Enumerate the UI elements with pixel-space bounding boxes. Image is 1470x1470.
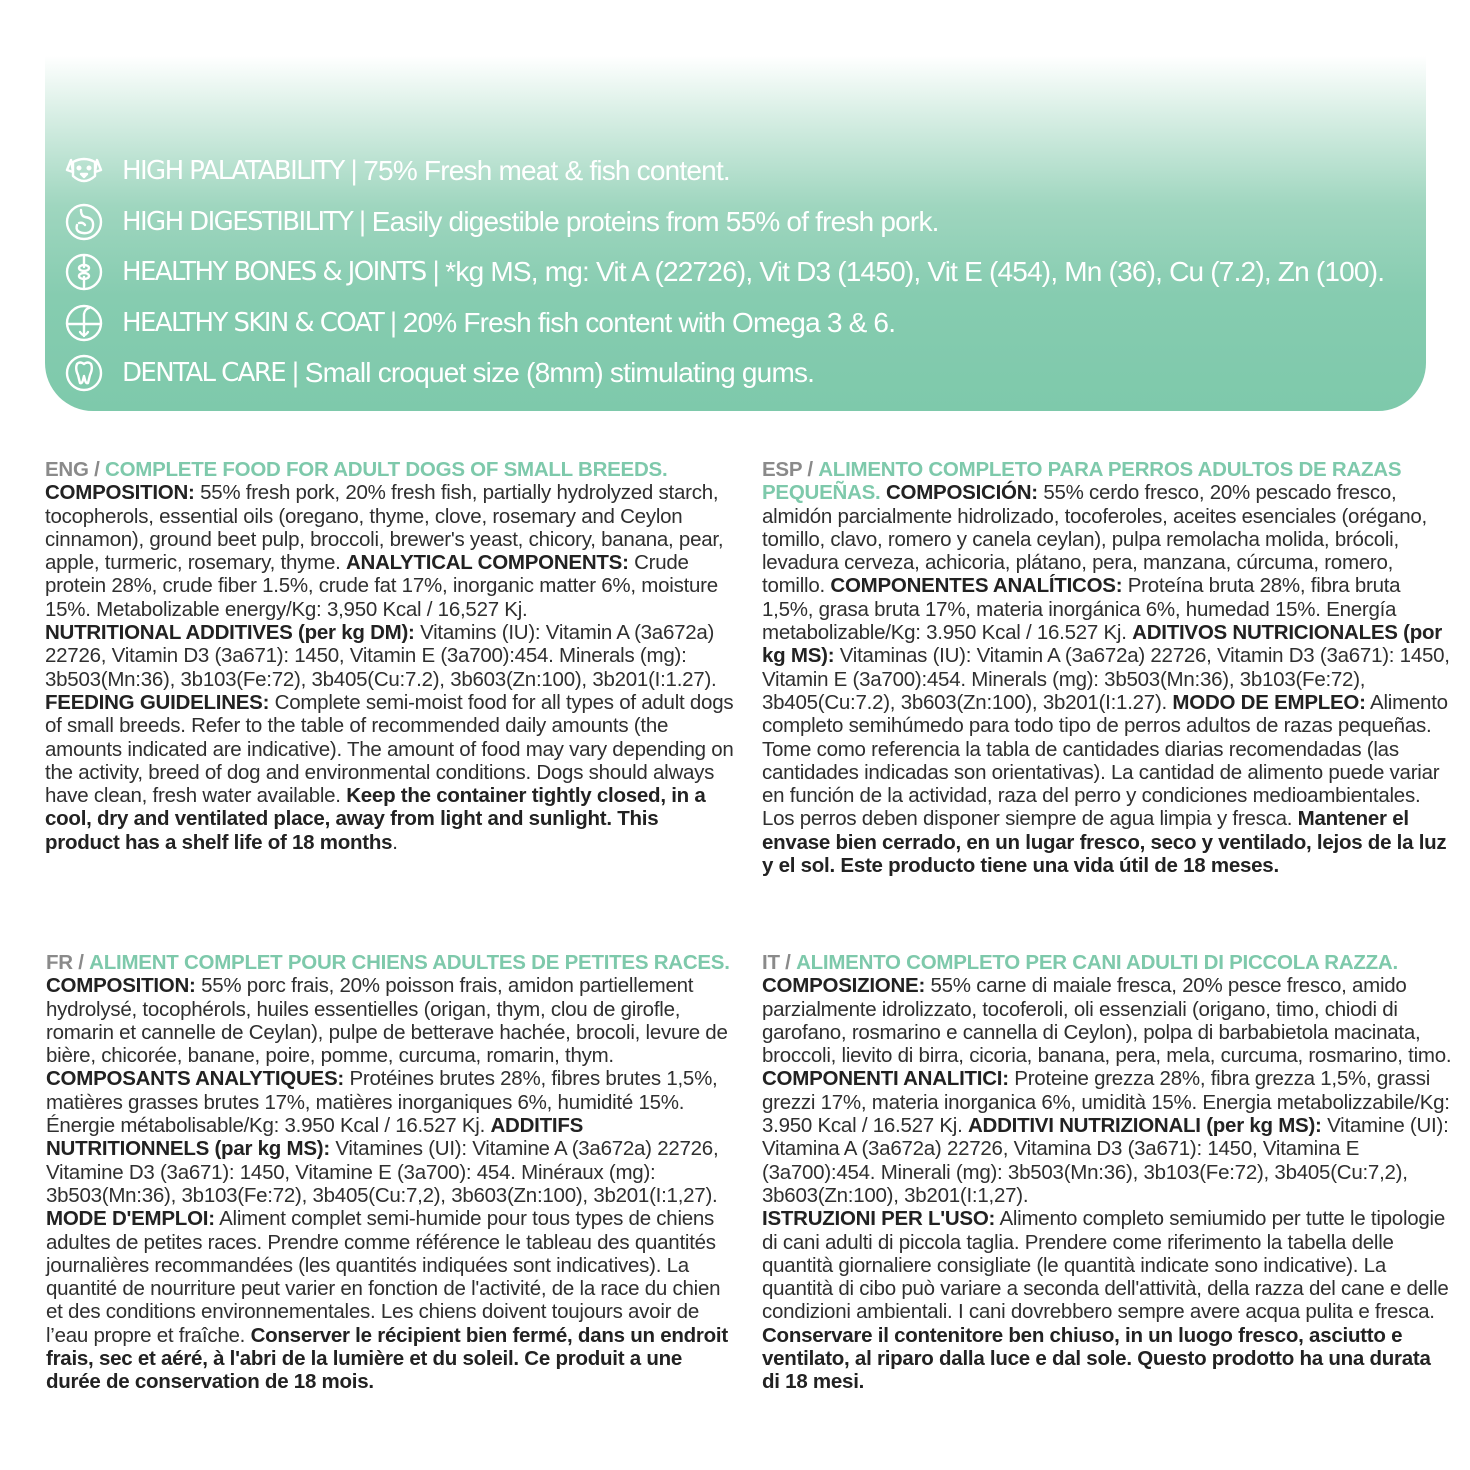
esp-body [762,458,1452,877]
bone-joint-icon [63,251,105,293]
feeding-text: Alimento completo semiumido per tutte le tipologie di cani adulti di piccola taglia. Prendere come riferimento la tabella delle quantità giornaliere consigliate (le quantità indicate sono indicative). La quantità di cibo può variare a seconda dell'attività, della razza del cane e delle condizioni ambientali. I cani dovrebbero sempre avere acqua pulita e fresca. [762,1207,1449,1324]
section-fr [46,951,736,1394]
composition-label: COMPOSIZIONE: [762,974,926,998]
feeding-text: Alimento completo semihúmedo para todo tipo de perros adultos de razas pequeñas. Tome como referencia la tabla de cantidades diarias recomendadas (las cantidades indicadas son orientativas). La cantidad de alimento puede variar en función de la actividad, raza del perro y condiciones medioambientales. Los perros deben disponer siempre de agua limpia y fresca. [762,690,1448,831]
benefit-description: 20% Fresh fish content with Omega 3 & 6. [402,306,896,338]
benefit-separator: | [389,307,397,338]
benefit-dental-care [63,348,1423,399]
composition-text: 55% fresh pork, 20% fresh fish, partially hydrolyzed starch, tocopherols, essential oils (oregano, thyme, clove, rosemary and Ceylon cinnamon), ground beet pulp, broccoli, brewer's yeast, chicory, banana, pear, apple, turmeric, rosemary, thyme. [45,481,724,575]
additives-label: ADITIVOS NUTRICIONALES (por kg MS): [762,621,1442,668]
section-heading: ALIMENT COMPLET POUR CHIENS ADULTES DE PETITES RACES. [89,951,730,974]
additives-text: Vitaminas (IU): Vitamin A (3a672a) 22726, Vitamin D3 (3a671): 1450, Vitamin E (3a700):454. Minerals (mg): 3b503(Mn:36), 3b103(Fe:72), 3b405(Cu:7.2), 3b603(Zn:100), 3b201(I:1.27). [762,644,1450,714]
feeding-label: FEEDING GUIDELINES: [45,690,270,714]
additives-label: NUTRITIONAL ADDITIVES (per kg DM): [45,621,415,645]
feeding-text: Complete semi-moist food for all types of adult dogs of small breeds. Refer to the table of recommended daily amounts (the amounts indicated are indicative). The amount of food may vary depending on the activity, breed of dog and environmental conditions. Dogs should always have clean, fresh water available. [45,690,734,808]
benefits-list [63,146,1423,399]
benefit-title: HIGH PALATABILITY [122,156,344,187]
section-heading: ALIMENTO COMPLETO PARA PERROS ADULTOS DE RAZAS PEQUEÑAS. [762,458,1402,505]
it-body [762,951,1452,1207]
benefit-bones-joints [63,247,1423,298]
section-heading: COMPLETE FOOD FOR ADULT DOGS OF SMALL BREEDS. [105,458,668,481]
section-esp [762,458,1452,877]
benefit-digestibility [63,197,1423,248]
feeding-label: ISTRUZIONI PER L'USO: [762,1207,996,1231]
benefit-separator: | [291,358,299,389]
analytical-text: Proteine grezza 28%, fibra grezza 1,5%, grassi grezzi 17%, materia inorganica 6%, umidità 15%. Energia metabolizzabile/Kg: 3.950 Kcal / 16.527 Kj. [762,1067,1450,1138]
benefit-separator: | [349,156,358,187]
benefit-description: *kg MS, mg: Vit A (22726), Vit D3 (1450), Vit E (454), Mn (36), Cu (7.2), Zn (100). [445,256,1385,288]
feeding-text: Aliment complet semi-humide pour tous types de chiens adultes de petites races. Prendre comme référence le tableau des quantités journalières recommandées (les quantités indiquées sont indicatives). La quantité de nourriture peut varier en fonction de l'activité, de la race du chien et des conditions environnementales. Les chiens doivent toujours avoir de l’eau propre et fraîche. [46,1207,721,1347]
lang-code: ENG / [45,458,100,481]
storage-text: Keep the container tightly closed, in a cool, dry and ventilated place, away from light and sunlight. This product has a shelf life of 18 months [45,784,706,854]
analytical-text: Crude protein 28%, crude fiber 1.5%, crude fat 17%, inorganic matter 6%, moisture 15%. Metabolizable energy/Kg: 3,950 Kcal / 16,527 Kj. [45,551,718,621]
benefit-title: HIGH DIGESTIBILITY [122,206,353,237]
eng-additives [45,621,735,691]
analytical-label: ANALYTICAL COMPONENTS: [346,551,629,575]
benefit-separator: | [358,206,366,237]
composition-text: 55% porc frais, 20% poisson frais, amidon partiellement hydrolysé, tocophérols, huiles essentielles (origan, thym, clou de girofle, romarin et cannelle de Ceylan), pulpe de betterave hachée, brocoli, levure de bière, chicorée, banane, poire, pomme, curcuma, romarin, thym. [46,974,728,1068]
tooth-icon [63,352,105,394]
benefit-description: 75% Fresh meat & fish content. [363,155,730,187]
additives-text: Vitamins (IU): Vitamin A (3a672a) 22726, Vitamin D3 (3a671): 1450, Vitamin E (3a700):454. Minerals (mg): 3b503(Mn:36), 3b103(Fe:72), 3b405(Cu:7.2), 3b603(Zn:100), 3b201(I:1.27). [45,621,717,691]
section-heading: ALIMENTO COMPLETO PER CANI ADULTI DI PICCOLA RAZZA. [796,951,1398,974]
composition-text: 55% cerdo fresco, 20% pescado fresco, almidón parcialmente hidrolizado, tocoferoles, aceites esenciales (orégano, tomillo, clavo, romero y canela ceylan), pulpa remolacha molida, brócoli, levadura cerveza, achicoria, plátano, pera, manzana, cúrcuma, romero, tomillo. [762,481,1427,598]
benefit-palatability [63,146,1423,197]
additives-text: Vitamines (UI): Vitamine A (3a672a) 22726, Vitamine D3 (3a671): 1450, Vitamine E (3a700): 454. Minéraux (mg): 3b503(Mn:36), 3b103(Fe:72), 3b405(Cu:7,2), 3b603(Zn:100), 3b201(I:1,27). [46,1137,719,1207]
dog-face-icon [63,150,105,192]
storage-text: Conservare il contenitore ben chiuso, in un luogo fresco, asciutto e ventilato, al riparo dalla luce e dal sole. Questo prodotto ha una durata di 18 mesi. [762,1323,1431,1394]
feeding-label: MODO DE EMPLEO: [1172,690,1366,714]
benefit-description: Easily digestible proteins from 55% of fresh pork. [371,205,939,237]
eng-body [45,458,735,621]
composition-label: COMPOSITION: [45,481,195,505]
analytical-label: COMPONENTI ANALITICI: [762,1067,1009,1091]
section-it [762,951,1452,1394]
additives-text: Vitamine (UI): Vitamina A (3a672a) 22726, Vitamina D3 (3a671): 1450, Vitamina E (3a700):454. Minerali (mg): 3b503(Mn:36), 3b103(Fe:72), 3b405(Cu:7,2), 3b603(Zn:100), 3b201(I:1,27). [762,1114,1449,1207]
additives-label: ADDITIVI NUTRIZIONALI (per kg MS): [967,1114,1322,1138]
lang-code: FR / [46,951,84,974]
composition-label: COMPOSITION: [46,974,196,998]
lang-code: IT / [762,951,791,974]
it-feeding [762,1207,1452,1393]
section-eng [45,458,735,854]
analytical-text: Protéines brutes 28%, fibres brutes 1,5%, matières grasses brutes 17%, matières inorganiques 6%, humidité 15%. Énergie métabolisable/Kg: 3.950 Kcal / 16.527 Kj. [46,1067,718,1138]
fr-body [46,951,736,1394]
additives-label: ADDITIFS NUTRITIONNELS (par kg MS): [46,1114,584,1161]
lang-code: ESP / [762,458,813,481]
benefit-skin-coat [63,298,1423,349]
storage-text: Mantener el envase bien cerrado, en un lugar fresco, seco y ventilado, lejos de la luz y el sol. Este producto tiene una vida útil de 18 meses. [762,807,1447,878]
analytical-label: COMPONENTES ANALÍTICOS: [830,574,1123,598]
feeding-label: MODE D'EMPLOI: [46,1207,215,1231]
stomach-icon [63,201,105,243]
composition-text: 55% carne di maiale fresca, 20% pesce fresco, amido parzialmente idrolizzato, tocoferoli, oli essenziali (origano, timo, chiodi di garofano, rosmarino e cannella di Ceylon), polpa di barbabietola macinata, broccoli, lievito di birra, cicoria, banana, pera, mela, curcuma, rosmarino, timo. [762,974,1452,1068]
analytical-label: COMPOSANTS ANALYTIQUES: [46,1067,344,1091]
composition-label: COMPOSICIÓN: [885,481,1038,505]
analytical-text: Proteína bruta 28%, fibra bruta 1,5%, grasa bruta 17%, materia inorgánica 6%, humedad 15%. Energía metabolizable/Kg: 3.950 Kcal / 16.527 Kj. [762,574,1401,645]
hair-follicle-icon [63,302,105,344]
eng-feeding [45,691,735,854]
benefit-description: Small croquet size (8mm) stimulating gums. [304,357,815,389]
storage-end: . [392,830,398,854]
benefit-title: HEALTHY SKIN & COAT [122,307,384,338]
storage-text: Conserver le récipient bien fermé, dans un endroit frais, sec et aéré, à l'abri de la lumière et du soleil. Ce produit a une durée de conservation de 18 mois. [46,1323,728,1394]
benefit-title: DENTAL CARE [122,358,286,389]
benefit-title: HEALTHY BONES & JOINTS [122,257,426,288]
benefit-separator: | [431,257,440,288]
